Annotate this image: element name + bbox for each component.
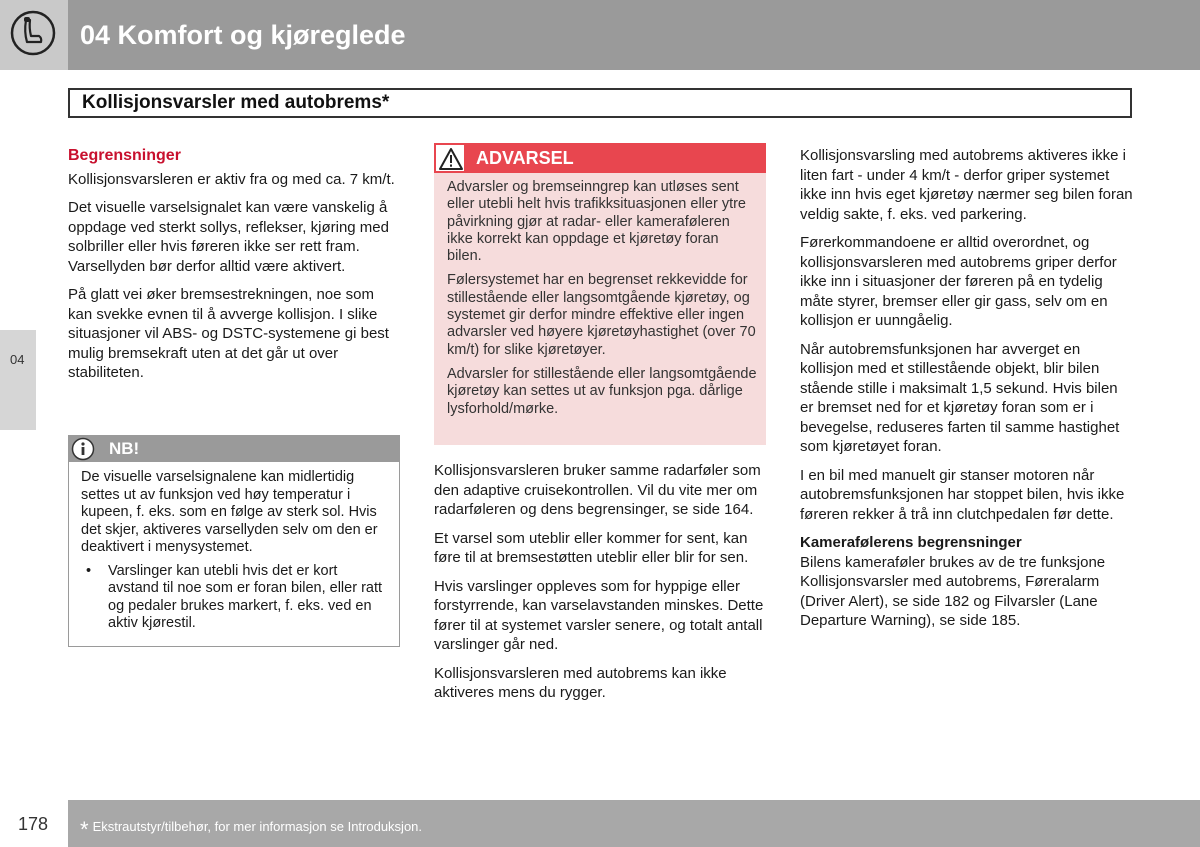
section-heading-box [68,88,1132,118]
paragraph: Hvis varslinger oppleves som for hyppige eller forstyrrende, kan varselavstanden minskes. Dette fører til at systemet varsler senere, og totalt antall varslinger går ned. [434,577,764,653]
warning-box [434,143,766,445]
note-bullet-text: Varslinger kan utebli hvis det er kort avstand til noe som er foran bilen, eller ratt og pedaler brukes markert, f. eks. ved en aktiv kjørestil. [108,562,383,631]
chapter-side-tab-label: 04 [10,352,25,367]
section-title: Kollisjonsvarsler med autobrems* [82,92,390,113]
subheading-limitations: Begrensninger [68,147,181,164]
paragraph: Førerkommandoene er alltid overordnet, og kollisjonsvarsleren med autobrems griper derfor ikke inn i situasjoner der føreren på en tydelig måte styrer, bremser eller gir gass, selv om en kollisjon er uunngåelig. [800,234,1117,329]
warning-paragraph: Advarsler og bremseinngrep kan utløses sent eller utebli helt hvis trafikksituasjonen eller ytre påvirkning gjør at radar- eller kameraføleren ikke korrekt kan oppdage et kjøretøy foran bilen. [447,179,746,265]
paragraph: Kollisjonsvarsling med autobrems aktiveres ikke i liten fart - under 4 km/t - derfor griper systemet ikke inn hvis eget kjøretøy nærmer seg bilen foran veldig sakte, f. eks. ved parkering. [800,147,1133,223]
warning-header [434,143,766,173]
note-box [68,435,400,647]
warning-paragraph: Advarsler for stillestående eller langsomtgående kjøretøy kan settes ut av funksjon pga. dårlige lysforhold/mørke. [447,365,757,417]
paragraph: Når autobremsfunksjonen har avverget en kollisjon med et stillestående objekt, blir bilen stående stille i maksimalt 1,5 sekund. Hvis bilen er bremset ned for et kjøretøy foran som er i bevegelse, reduseres farten til samme hastighet som kjøretøyet foran. [800,340,1120,455]
paragraph: Det visuelle varselsignalet kan være vanskelig å oppdage ved sterkt sollys, reflekser, kjøring med solbriller eller hvis føreren ikke ser rett fram. Varsellyden bør derfor alltid være aktivert. [68,199,389,275]
warning-paragraph: Følersystemet har en begrenset rekkevidde for stillestående eller langsomtgående kjøretøy, og systemet gir derfor mindre effektive eller ingen advarsler ved høyere kjøretøyhastighet (over 70 km/t) for slike kjøretøyer. [447,272,756,358]
warning-triangle-icon [437,146,465,172]
paragraph: Et varsel som uteblir eller kommer for sent, kan føre til at bremsestøtten uteblir eller blir for sen. [434,529,749,566]
footnote-text: Ekstrautstyr/tilbehør, for mer informasjon se Introduksjon. [92,819,423,834]
paragraph: På glatt vei øker bremsestrekningen, noe som kan svekke evnen til å avverge kollisjon. I slike situasjoner vil ABS- og DSTC-systemene gi best mulig bremsekraft uten at det går ut over stabiliteten. [68,286,389,381]
footnote-star: * [80,817,89,842]
note-bullet-item [81,563,389,633]
note-header [69,436,399,462]
paragraph: Kollisjonsvarsleren er aktiv fra og med ca. 7 km/t. [68,170,395,188]
paragraph: Bilens kameraføler brukes av de tre funksjone Kollisjonsvarsler med autobrems, Føreralarm (Driver Alert), se side 182 og Filvarsler (Lane Departure Warning), se side 185. [800,553,1106,629]
paragraph: Kollisjonsvarsleren med autobrems kan ikke aktiveres mens du rygger. [434,664,727,701]
note-title: NB! [109,439,140,458]
column-left [68,146,400,392]
note-paragraph: De visuelle varselsignalene kan midlertidig settes ut av funksjon ved høy temperatur i kupeen, f. eks. som en følge av sterk sol. Hvis det skjer, aktiveres varsellyden selv om den er deaktivert i menysystemet. [81,469,378,555]
warning-title: ADVARSEL [476,148,574,168]
column-right [800,146,1135,640]
note-body [81,469,389,633]
column-middle [434,461,768,712]
warning-icon-box [434,143,466,173]
bullet-icon: • [86,562,92,579]
seat-icon [10,10,56,56]
info-icon [71,437,95,461]
chapter-title: 04 Komfort og kjøreglede [80,20,406,50]
chapter-side-tab [0,330,36,430]
footnote [80,817,422,843]
paragraph: Kollisjonsvarsleren bruker samme radarføler som den adaptive cruisekontrollen. Vil du vite mer om radarføleren og dens begrensinger, se side 164. [434,462,761,518]
page-number: 178 [18,814,49,834]
paragraph: I en bil med manuelt gir stanser motoren når autobremsfunksjonen har stoppet bilen, hvis ikke føreren rekker å trå inn clutchpedalen før dette. [800,466,1125,523]
subheading-camera-limitations: Kamerafølerens begrensninger [800,534,1022,551]
warning-body [447,179,757,425]
